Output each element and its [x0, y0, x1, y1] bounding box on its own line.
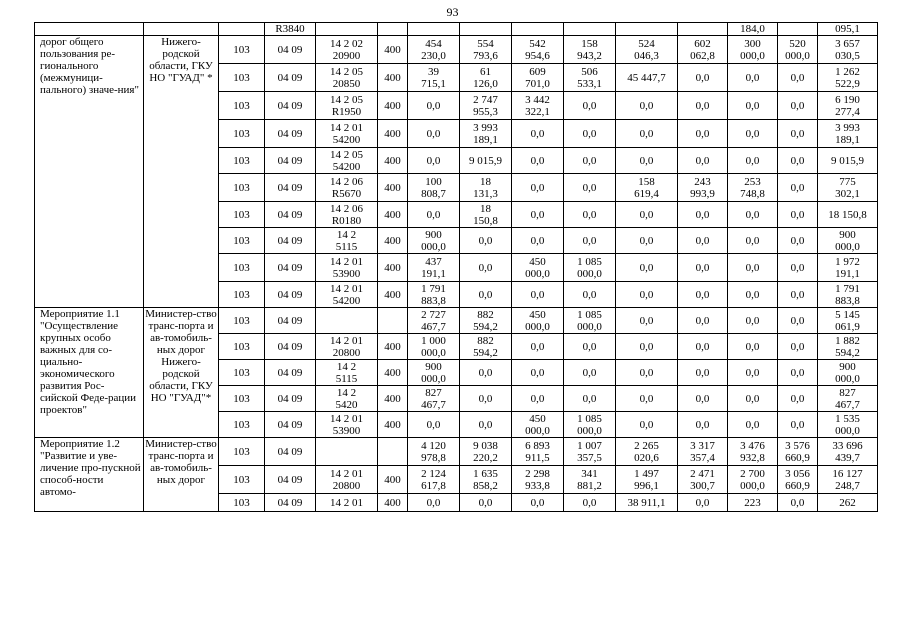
cell-grbs: 103	[219, 36, 265, 64]
cell-v2022: 0,0	[616, 228, 678, 254]
cell-v2021: 0,0	[564, 92, 616, 120]
cell-csr: 14 2 06 R5670	[316, 174, 378, 202]
cell-vr: 400	[378, 64, 408, 92]
cell-v2019: 0,0	[460, 282, 512, 308]
cell-vr	[378, 308, 408, 334]
cell-v2022: 0,0	[616, 120, 678, 148]
cell-v2018: 100 808,7	[408, 174, 460, 202]
cell-v2018: 2 727 467,7	[408, 308, 460, 334]
cell-v2020: 450 000,0	[512, 254, 564, 282]
cell-v2018: 900 000,0	[408, 228, 460, 254]
cell-v2021: 0,0	[564, 174, 616, 202]
cell-v2021: 0,0	[564, 120, 616, 148]
cell-v2022: 0,0	[616, 334, 678, 360]
cell-v2024: 0,0	[728, 412, 778, 438]
cell-v2021: 0,0	[564, 386, 616, 412]
cell-v2023: 0,0	[678, 202, 728, 228]
cell-v2022: 0,0	[616, 282, 678, 308]
cell-empty	[316, 23, 378, 36]
cell-v2021: 0,0	[564, 148, 616, 174]
cell-v2023: 0,0	[678, 64, 728, 92]
cell-v2018: 0,0	[408, 494, 460, 512]
cell-v2019: 1 635 858,2	[460, 466, 512, 494]
cell-v2025: 0,0	[778, 120, 818, 148]
cell-empty	[512, 23, 564, 36]
table-row	[35, 36, 878, 64]
cell-v2023: 243 993,9	[678, 174, 728, 202]
cell-v2022: 1 497 996,1	[616, 466, 678, 494]
cell-v2021: 0,0	[564, 282, 616, 308]
cell-grbs: 103	[219, 308, 265, 334]
cell-v2020: 0,0	[512, 386, 564, 412]
cell-v2023: 0,0	[678, 120, 728, 148]
cell-vr: 400	[378, 36, 408, 64]
cell-rzpr: 04 09	[265, 412, 316, 438]
cell-v2025: 0,0	[778, 412, 818, 438]
cell-vr: 400	[378, 254, 408, 282]
cell-v2025: 0,0	[778, 174, 818, 202]
cell-v2019: 18 131,3	[460, 174, 512, 202]
cell-csr: 14 2 01	[316, 494, 378, 512]
cell-v2024: 300 000,0	[728, 36, 778, 64]
cell-grbs: 103	[219, 228, 265, 254]
cell-total: 900 000,0	[818, 228, 878, 254]
cell-grbs: 103	[219, 386, 265, 412]
cell-csr: 14 2 05 R1950	[316, 92, 378, 120]
cell-v2021: 506 533,1	[564, 64, 616, 92]
cell-vr: 400	[378, 282, 408, 308]
cell-csr: 14 2 01 53900	[316, 254, 378, 282]
cell-v2025: 0,0	[778, 254, 818, 282]
cell-rzpr: 04 09	[265, 438, 316, 466]
cell-v2024: 2 700 000,0	[728, 466, 778, 494]
cell-v2022: 0,0	[616, 412, 678, 438]
cell-v2024: 223	[728, 494, 778, 512]
cell-v2024: 0,0	[728, 282, 778, 308]
cell-v2019: 0,0	[460, 412, 512, 438]
cell-v2025: 0,0	[778, 494, 818, 512]
cell-v2021: 1 085 000,0	[564, 254, 616, 282]
cell-v2023: 0,0	[678, 148, 728, 174]
cell-v2019: 0,0	[460, 386, 512, 412]
cell-vr: 400	[378, 334, 408, 360]
cell-v2021: 0,0	[564, 334, 616, 360]
cell-vr: 400	[378, 494, 408, 512]
cell-csr: 14 2 5115	[316, 360, 378, 386]
table-row-top-fragment	[35, 23, 878, 36]
cell-v2018: 0,0	[408, 202, 460, 228]
cell-csr: 14 2 5420	[316, 386, 378, 412]
cell-v2020: 0,0	[512, 174, 564, 202]
cell-v2022: 2 265 020,6	[616, 438, 678, 466]
cell-v2023: 0,0	[678, 308, 728, 334]
cell-v2018: 437 191,1	[408, 254, 460, 282]
cell-grbs: 103	[219, 334, 265, 360]
cell-v2025: 520 000,0	[778, 36, 818, 64]
cell-v2022: 0,0	[616, 254, 678, 282]
cell-v2019: 0,0	[460, 254, 512, 282]
activity-name-cell: Мероприятие 1.1 "Осуществление крупных особо важных для со-циально-экономического развития Рос-сийской Феде-рации проектов"	[35, 308, 144, 438]
cell-grbs: 103	[219, 282, 265, 308]
cell-vr: 400	[378, 202, 408, 228]
cell-vr: 400	[378, 92, 408, 120]
cell-v2022: 45 447,7	[616, 64, 678, 92]
cell-v2025: 0,0	[778, 64, 818, 92]
cell-total: 1 262 522,9	[818, 64, 878, 92]
cell-grbs: 103	[219, 120, 265, 148]
cell-v2019: 554 793,6	[460, 36, 512, 64]
cell-v2020: 450 000,0	[512, 308, 564, 334]
cell-v2025: 0,0	[778, 148, 818, 174]
cell-rzpr: 04 09	[265, 386, 316, 412]
cell-csr	[316, 438, 378, 466]
cell-v2018: 0,0	[408, 148, 460, 174]
cell-v2020: 2 298 933,8	[512, 466, 564, 494]
cell-v2020: 0,0	[512, 120, 564, 148]
cell-v2021: 0,0	[564, 228, 616, 254]
cell-v2020: 542 954,6	[512, 36, 564, 64]
cell-v2019: 61 126,0	[460, 64, 512, 92]
cell-v2019: 0,0	[460, 494, 512, 512]
cell-grbs: 103	[219, 254, 265, 282]
cell-grbs: 103	[219, 360, 265, 386]
cell-empty	[144, 23, 219, 36]
cell-rzpr: 04 09	[265, 92, 316, 120]
activity-name-cell: Мероприятие 1.2 "Развитие и уве-личение про-пускной способ-ности автомо-	[35, 438, 144, 512]
cell-v2025: 0,0	[778, 334, 818, 360]
cell-v2020: 6 893 911,5	[512, 438, 564, 466]
cell-grbs: 103	[219, 412, 265, 438]
cell-v2018: 1 000 000,0	[408, 334, 460, 360]
cell-grbs: 103	[219, 174, 265, 202]
cell-v2023: 3 317 357,4	[678, 438, 728, 466]
cell-total: 16 127 248,7	[818, 466, 878, 494]
cell-rzpr: 04 09	[265, 120, 316, 148]
cell-v2025: 0,0	[778, 282, 818, 308]
cell-v2023: 0,0	[678, 254, 728, 282]
cell-v2022: 524 046,3	[616, 36, 678, 64]
cell-v2020: 609 701,0	[512, 64, 564, 92]
cell-total: 6 190 277,4	[818, 92, 878, 120]
cell-vr: 400	[378, 148, 408, 174]
cell-vr: 400	[378, 386, 408, 412]
cell-v2022: 158 619,4	[616, 174, 678, 202]
cell-csr: 14 2 06 R0180	[316, 202, 378, 228]
cell-grbs: 103	[219, 466, 265, 494]
cell-v2019: 882 594,2	[460, 308, 512, 334]
cell-csr: 14 2 01 53900	[316, 412, 378, 438]
table-row	[35, 438, 878, 466]
cell-v2019: 18 150,8	[460, 202, 512, 228]
cell-csr: 14 2 01 20800	[316, 334, 378, 360]
cell-empty	[678, 23, 728, 36]
cell-v2023: 0,0	[678, 412, 728, 438]
cell-v2023: 602 062,8	[678, 36, 728, 64]
cell-v2018: 900 000,0	[408, 360, 460, 386]
cell-v2024: 0,0	[728, 228, 778, 254]
cell-v2025: 0,0	[778, 308, 818, 334]
cell-rzpr: 04 09	[265, 174, 316, 202]
cell-v2023: 0,0	[678, 282, 728, 308]
cell-v2023: 0,0	[678, 92, 728, 120]
cell-v2019: 0,0	[460, 360, 512, 386]
cell-empty	[564, 23, 616, 36]
cell-v2021: 1 085 000,0	[564, 308, 616, 334]
cell-csr: R3840	[265, 23, 316, 36]
cell-v2024: 0,0	[728, 360, 778, 386]
cell-vr: 400	[378, 360, 408, 386]
cell-v2019: 2 747 955,3	[460, 92, 512, 120]
cell-v2024: 3 476 932,8	[728, 438, 778, 466]
cell-v2018: 2 124 617,8	[408, 466, 460, 494]
cell-v2024: 0,0	[728, 254, 778, 282]
executor-cell: Нижего-родской области, ГКУ НО "ГУАД" *	[144, 36, 219, 308]
cell-v2025: 0,0	[778, 202, 818, 228]
cell-csr: 14 2 02 20900	[316, 36, 378, 64]
cell-v2018: 1 791 883,8	[408, 282, 460, 308]
cell-v2018: 4 120 978,8	[408, 438, 460, 466]
budget-table	[34, 22, 878, 512]
cell-v2020: 0,0	[512, 494, 564, 512]
cell-v2020: 0,0	[512, 148, 564, 174]
cell-v2025: 3 056 660,9	[778, 466, 818, 494]
cell-total: 3 657 030,5	[818, 36, 878, 64]
cell-v2023: 0,0	[678, 386, 728, 412]
cell-v2025: 0,0	[778, 360, 818, 386]
cell-empty	[616, 23, 678, 36]
cell-rzpr: 04 09	[265, 308, 316, 334]
cell-total: 1 882 594,2	[818, 334, 878, 360]
cell-grbs: 103	[219, 148, 265, 174]
cell-v2024: 0,0	[728, 334, 778, 360]
cell-v2020: 3 442 322,1	[512, 92, 564, 120]
cell-vr	[378, 438, 408, 466]
cell-total: 9 015,9	[818, 148, 878, 174]
cell-v2020: 0,0	[512, 282, 564, 308]
cell-total: 900 000,0	[818, 360, 878, 386]
cell-v2020: 0,0	[512, 334, 564, 360]
cell-v2025: 0,0	[778, 386, 818, 412]
cell-v2024: 0,0	[728, 386, 778, 412]
cell-rzpr: 04 09	[265, 254, 316, 282]
cell-v2018: 454 230,0	[408, 36, 460, 64]
cell-v2021: 158 943,2	[564, 36, 616, 64]
cell-v2024: 253 748,8	[728, 174, 778, 202]
cell-csr: 14 2 01 20800	[316, 466, 378, 494]
cell-v2022: 0,0	[616, 308, 678, 334]
cell-rzpr: 04 09	[265, 466, 316, 494]
budget-table-body	[35, 23, 878, 512]
cell-v2022: 0,0	[616, 148, 678, 174]
activity-name-cell: дорог общего пользования ре-гионального (межмуници-пального) значе-ния"	[35, 36, 144, 308]
cell-csr: 14 2 05 54200	[316, 148, 378, 174]
cell-v2018: 0,0	[408, 92, 460, 120]
cell-v2020: 450 000,0	[512, 412, 564, 438]
cell-v2024: 0,0	[728, 64, 778, 92]
cell-v2020: 0,0	[512, 228, 564, 254]
cell-total: 5 145 061,9	[818, 308, 878, 334]
cell-v2018: 827 467,7	[408, 386, 460, 412]
cell-rzpr: 04 09	[265, 148, 316, 174]
cell-grbs: 103	[219, 202, 265, 228]
cell-rzpr: 04 09	[265, 334, 316, 360]
cell-v2018: 0,0	[408, 120, 460, 148]
cell-vr: 400	[378, 120, 408, 148]
cell-vr: 400	[378, 174, 408, 202]
cell-empty	[35, 23, 144, 36]
cell-rzpr: 04 09	[265, 228, 316, 254]
cell-v2023: 0,0	[678, 494, 728, 512]
cell-grbs: 103	[219, 494, 265, 512]
cell-v2019: 9 015,9	[460, 148, 512, 174]
cell-total: 1 791 883,8	[818, 282, 878, 308]
cell-v2024: 0,0	[728, 92, 778, 120]
cell-v2024: 0,0	[728, 120, 778, 148]
cell-rzpr: 04 09	[265, 282, 316, 308]
cell-v2021: 341 881,2	[564, 466, 616, 494]
cell-v2022: 0,0	[616, 360, 678, 386]
cell-v2020: 0,0	[512, 202, 564, 228]
cell-empty	[408, 23, 460, 36]
cell-v2019: 882 594,2	[460, 334, 512, 360]
cell-total: 33 696 439,7	[818, 438, 878, 466]
cell-rzpr: 04 09	[265, 36, 316, 64]
cell-v2019: 3 993 189,1	[460, 120, 512, 148]
cell-grbs: 103	[219, 438, 265, 466]
page-number: 93	[446, 5, 459, 19]
cell-total: 1 535 000,0	[818, 412, 878, 438]
cell-v2022: 0,0	[616, 386, 678, 412]
cell-v2020: 0,0	[512, 360, 564, 386]
cell-v2023: 0,0	[678, 360, 728, 386]
cell-grbs: 103	[219, 64, 265, 92]
cell-v2021: 0,0	[564, 360, 616, 386]
cell-v2021: 1 007 357,5	[564, 438, 616, 466]
cell-v2023: 0,0	[678, 334, 728, 360]
cell-csr: 14 2 01 54200	[316, 282, 378, 308]
cell-total: 262	[818, 494, 878, 512]
cell-vr: 400	[378, 466, 408, 494]
cell-total: 095,1	[818, 23, 878, 36]
cell-v2018: 0,0	[408, 412, 460, 438]
cell-grbs: 103	[219, 92, 265, 120]
cell-csr: 14 2 5115	[316, 228, 378, 254]
cell-v2024: 0,0	[728, 148, 778, 174]
cell-rzpr: 04 09	[265, 64, 316, 92]
cell-v2023: 0,0	[678, 228, 728, 254]
cell-total: 1 972 191,1	[818, 254, 878, 282]
cell-v2023: 2 471 300,7	[678, 466, 728, 494]
table-row	[35, 308, 878, 334]
cell-csr	[316, 308, 378, 334]
cell-v2025: 0,0	[778, 228, 818, 254]
cell-empty	[778, 23, 818, 36]
cell-vr: 400	[378, 412, 408, 438]
cell-csr: 14 2 01 54200	[316, 120, 378, 148]
cell-v2024: 0,0	[728, 308, 778, 334]
cell-total: 3 993 189,1	[818, 120, 878, 148]
cell-v2025: 0,0	[778, 92, 818, 120]
executor-cell: Министер-ство транс-порта и ав-томобиль-ных дорог Нижего-родской области, ГКУ НО "ГУАД"*	[144, 308, 219, 438]
cell-total: 18 150,8	[818, 202, 878, 228]
cell-total: 827 467,7	[818, 386, 878, 412]
executor-cell: Министер-ство транс-порта и ав-томобиль-ных дорог	[144, 438, 219, 512]
cell-rzpr: 04 09	[265, 202, 316, 228]
cell-empty	[219, 23, 265, 36]
cell-v2024: 0,0	[728, 202, 778, 228]
cell-v2021: 1 085 000,0	[564, 412, 616, 438]
cell-csr: 14 2 05 20850	[316, 64, 378, 92]
cell-v2022: 0,0	[616, 202, 678, 228]
cell-empty	[378, 23, 408, 36]
cell-rzpr: 04 09	[265, 494, 316, 512]
cell-v2019: 9 038 220,2	[460, 438, 512, 466]
cell-total: 775 302,1	[818, 174, 878, 202]
cell-v2022: 0,0	[616, 92, 678, 120]
cell-value: 184,0	[728, 23, 778, 36]
cell-vr: 400	[378, 228, 408, 254]
cell-v2022: 38 911,1	[616, 494, 678, 512]
cell-v2021: 0,0	[564, 202, 616, 228]
cell-v2018: 39 715,1	[408, 64, 460, 92]
cell-v2025: 3 576 660,9	[778, 438, 818, 466]
cell-rzpr: 04 09	[265, 360, 316, 386]
cell-v2019: 0,0	[460, 228, 512, 254]
cell-empty	[460, 23, 512, 36]
cell-v2021: 0,0	[564, 494, 616, 512]
